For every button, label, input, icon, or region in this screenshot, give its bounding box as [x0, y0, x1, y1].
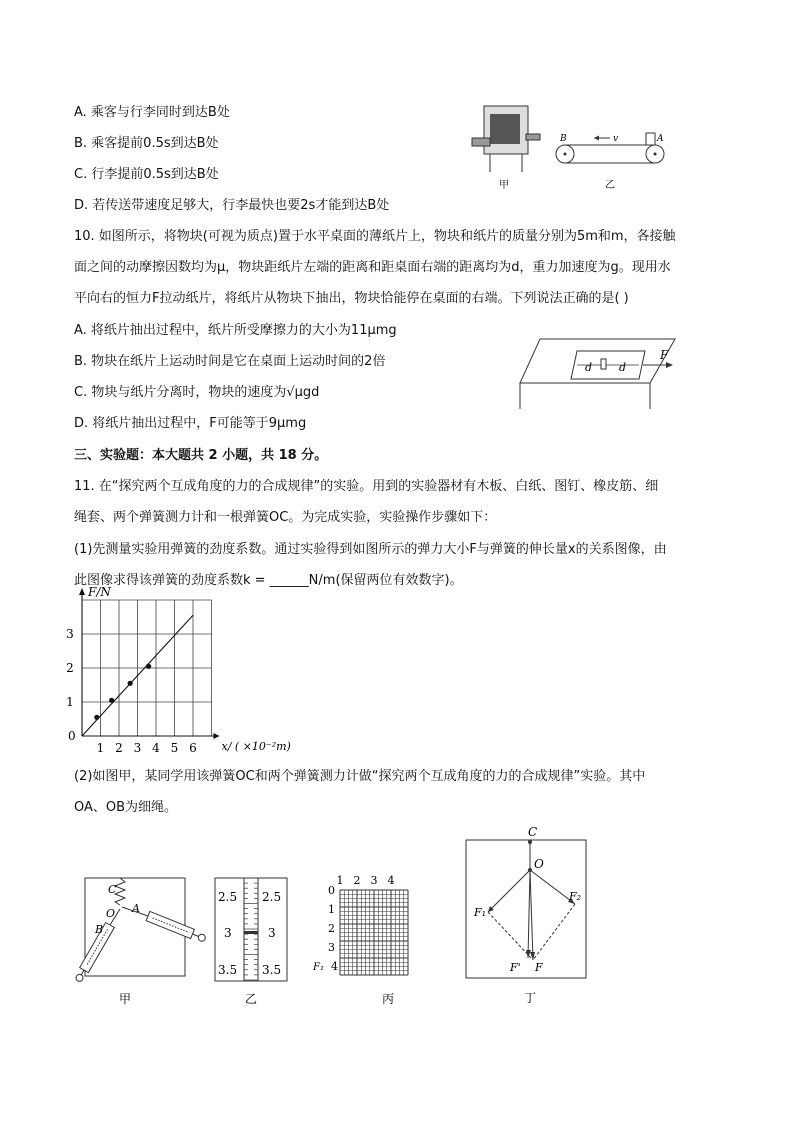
q10-option-a: A. 将纸片抽出过程中，纸片所受摩擦力的大小为11μmg [74, 323, 397, 338]
ding-fprime: F' [510, 961, 521, 974]
jia-b: B [95, 923, 104, 936]
bing-left-3: 3 [328, 941, 335, 954]
label-yi: 乙 [605, 180, 615, 191]
x-tick-label: 2 [115, 741, 123, 755]
bing-top-1: 1 [336, 874, 344, 887]
x-tick-label: 1 [96, 741, 105, 755]
bing-top-3: 3 [370, 874, 378, 887]
bing-f1: F₁ [313, 962, 324, 973]
fig-ding [460, 822, 590, 1010]
x-axis-arrow [214, 733, 220, 739]
jia-label: 甲 [118, 992, 132, 1006]
jia-a: A [132, 902, 140, 915]
q11-part2-1: (2)如图甲，某同学用该弹簧OC和两个弹簧测力计做“探究两个互成角度的力的合成规律”实验。其中 [74, 769, 646, 784]
ding-c: C [528, 825, 538, 839]
bing-label: 丙 [381, 992, 395, 1006]
q10-stem-1: 10. 如图所示，将物块(可视为质点)置于水平桌面的薄纸片上，物块和纸片的质量分别为5m和m，各接触 [74, 229, 676, 244]
chart-axes [66, 588, 219, 755]
x-tick-label: 4 [152, 741, 160, 755]
q11-stem-2: 绳套、两个弹簧测力计和一根弹簧OC。为完成实验，实验操作步骤如下： [74, 510, 497, 525]
y-tick-label: 2 [66, 661, 74, 675]
f-x-chart [58, 585, 308, 756]
distance-label-2: d [619, 361, 627, 374]
q10-figure [515, 335, 705, 415]
q9-option-a: A. 乘客与行李同时到达B处 [74, 105, 230, 120]
label-jia: 甲 [499, 180, 509, 191]
fig-bing [310, 870, 430, 1010]
q10-option-d: D. 将纸片抽出过程中，F可能等于9μmg [74, 416, 307, 431]
ding-f2: F₂ [569, 890, 582, 903]
q11-part2-2: OA、OB为细绳。 [74, 800, 178, 815]
q10-stem-2: 面之间的动摩擦因数均为μ，物块距纸片左端的距离和距桌面右端的距离均为d，重力加速度为g。现用水 [74, 260, 671, 275]
yi-right-25: 2.5 [262, 890, 282, 904]
x-tick-label: 3 [133, 741, 142, 755]
ding-f1: F₁ [474, 906, 487, 919]
velocity-label: v [613, 134, 619, 144]
fig-yi [210, 874, 300, 1010]
conveyor-drawing [556, 133, 664, 163]
ding-o: O [534, 857, 544, 871]
origin-label: 0 [68, 729, 76, 743]
bing-grid [340, 890, 408, 975]
yi-left-35: 3.5 [218, 963, 238, 977]
q10-option-b: B. 物块在纸片上运动时间是它在桌面上运动时间的2倍 [74, 354, 386, 369]
bing-top-4: 4 [387, 874, 395, 887]
yi-label: 乙 [244, 992, 258, 1006]
q10-option-c: C. 物块与纸片分离时，物块的速度为√μgd [74, 385, 320, 400]
y-axis-label: F/N [88, 585, 111, 599]
point-b: B [560, 134, 567, 144]
q9-option-b: B. 乘客提前0.5s到达B处 [74, 136, 219, 151]
q10-stem-3: 平向右的恒力F拉动纸片，将纸片从物块下抽出，物块恰能停在桌面的右端。下列说法正确的是( ) [74, 291, 629, 306]
bing-top-2: 2 [353, 874, 361, 887]
q9-figure [470, 98, 680, 193]
ding-f: F [535, 961, 543, 974]
x-tick-label: 5 [170, 741, 179, 755]
section-title: 三、实验题：本大题共 2 小题，共 18 分。 [74, 448, 328, 463]
q9-option-d: D. 若传送带速度足够大，行李最快也要2s才能到达B处 [74, 198, 390, 213]
x-tick-label: 6 [189, 741, 197, 755]
bing-left-1: 1 [328, 903, 335, 916]
bing-left-4: 4 [331, 960, 338, 973]
yi-left-25: 2.5 [218, 890, 238, 904]
y-tick-label: 1 [66, 695, 74, 709]
distance-label-1: d [585, 361, 593, 374]
data-point [109, 698, 114, 703]
q11-stem-4: 此图像求得该弹簧的劲度系数k = ______N/m(保留两位有效数字)。 [74, 573, 463, 588]
force-label: F [660, 348, 669, 362]
data-point [94, 715, 99, 720]
q9-option-c: C. 行李提前0.5s到达B处 [74, 167, 219, 182]
yi-right-35: 3.5 [262, 963, 282, 977]
pointer [244, 931, 258, 934]
block [601, 359, 606, 369]
bing-left-2: 2 [328, 922, 335, 935]
data-point [146, 664, 151, 669]
fig-jia [70, 870, 210, 1010]
y-tick-label: 3 [66, 627, 74, 641]
x-axis-label: x/ ( ×10⁻²m) [221, 740, 291, 753]
jia-o: O [106, 907, 116, 920]
q11-stem-3: (1)先测量实验用弹簧的劲度系数。通过实验得到如图所示的弹力大小F与弹簧的伸长量x的关系图像，由 [74, 542, 667, 557]
ding-label: 丁 [523, 991, 537, 1005]
xray-machine-drawing [472, 106, 540, 172]
jia-c: C [108, 883, 117, 896]
point-a: A [657, 134, 664, 144]
yi-left-3: 3 [224, 926, 232, 940]
data-point [128, 681, 133, 686]
bing-left-0: 0 [328, 884, 335, 897]
q11-stem-1: 11. 在“探究两个互成角度的力的合成规律”的实验。用到的实验器材有木板、白纸、图钉、橡皮筋、细 [74, 479, 659, 494]
yi-right-3: 3 [268, 926, 276, 940]
